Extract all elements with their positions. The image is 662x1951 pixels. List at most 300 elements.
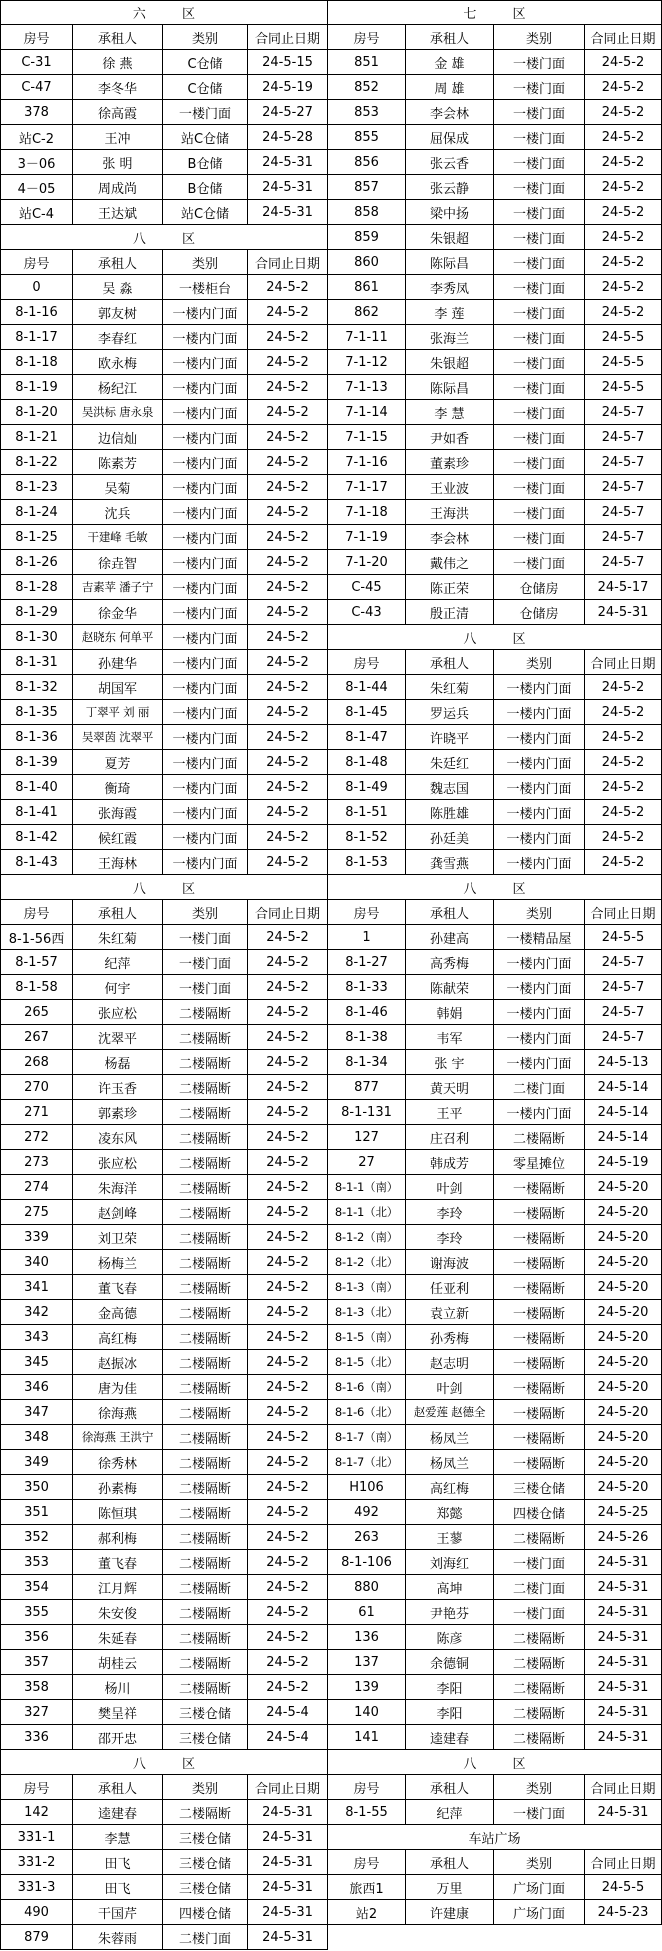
category-cell: 一楼内门面 <box>494 675 585 700</box>
category-cell: 一楼门面 <box>494 525 585 550</box>
tenant-cell: 吉素苹 潘子宁 <box>73 575 163 600</box>
contract-end-date-cell: 24-5-31 <box>585 1600 662 1625</box>
tenant-cell: 胡国军 <box>73 675 163 700</box>
category-cell: 一楼门面 <box>494 375 585 400</box>
table-row <box>0 1700 662 1725</box>
category-cell: 一楼隔断 <box>494 1300 585 1325</box>
category-cell: 一楼门面 <box>494 200 585 225</box>
category-cell: 二楼隔断 <box>163 1450 248 1475</box>
category-cell: 一楼门面 <box>494 250 585 275</box>
category-cell: 一楼隔断 <box>494 1200 585 1225</box>
contract-end-date-cell: 24-5-2 <box>585 250 662 275</box>
category-cell: 二楼隔断 <box>163 1400 248 1425</box>
category-cell: 一楼内门面 <box>163 750 248 775</box>
tenant-cell: 叶剑 <box>406 1175 494 1200</box>
room-number-cell: 137 <box>328 1650 406 1675</box>
category-cell: 一楼门面 <box>494 1800 585 1825</box>
contract-end-date-cell: 24-5-31 <box>585 1700 662 1725</box>
tenant-cell: 丁翠平 刘 丽 <box>73 700 163 725</box>
tenant-cell: 李 慧 <box>406 400 494 425</box>
tenant-cell: 李秀凤 <box>406 275 494 300</box>
tenant-cell: 张 宇 <box>406 1050 494 1075</box>
category-cell: 一楼门面 <box>494 1550 585 1575</box>
contract-end-date-cell: 24-5-2 <box>585 75 662 100</box>
category-cell: 广场门面 <box>494 1900 585 1925</box>
table-row <box>0 825 662 850</box>
contract-end-date-cell: 24-5-2 <box>248 675 328 700</box>
room-number-cell: 355 <box>0 1600 73 1625</box>
tenant-cell: 谢海波 <box>406 1250 494 1275</box>
table-row <box>0 1400 662 1425</box>
contract-end-date-cell: 24-5-7 <box>585 1000 662 1025</box>
table-row <box>0 675 662 700</box>
category-cell: 一楼内门面 <box>163 725 248 750</box>
contract-end-date-cell: 24-5-17 <box>585 575 662 600</box>
tenant-cell: 张应松 <box>73 1150 163 1175</box>
contract-end-date-cell: 24-5-31 <box>585 1650 662 1675</box>
category-cell: 一楼内门面 <box>494 775 585 800</box>
room-number-cell: 8-1-52 <box>328 825 406 850</box>
tenant-cell: 李玲 <box>406 1225 494 1250</box>
category-cell: 二楼门面 <box>494 1575 585 1600</box>
contract-end-date-cell: 24-5-2 <box>248 650 328 675</box>
category-cell: 一楼门面 <box>494 500 585 525</box>
table-row <box>0 125 662 150</box>
room-number-cell: C-43 <box>328 600 406 625</box>
tenant-cell: 干国芹 <box>73 1900 163 1925</box>
contract-end-date-cell: 24-5-2 <box>248 1200 328 1225</box>
room-number-cell: 站2 <box>328 1900 406 1925</box>
contract-end-date-cell: 24-5-2 <box>585 675 662 700</box>
room-number-cell: C-31 <box>0 50 73 75</box>
table-row <box>0 1675 662 1700</box>
room-number-cell: 356 <box>0 1625 73 1650</box>
category-cell: 一楼门面 <box>494 350 585 375</box>
category-cell: 一楼内门面 <box>163 625 248 650</box>
tenant-cell: 吴洪标 唐永泉 <box>73 400 163 425</box>
tenant-cell: 戴伟之 <box>406 550 494 575</box>
room-number-cell: 8-1-6（北） <box>328 1400 406 1425</box>
tenant-cell: 何宇 <box>73 975 163 1000</box>
room-number-cell: 7-1-19 <box>328 525 406 550</box>
tenant-cell: 朱银超 <box>406 225 494 250</box>
category-cell: 一楼门面 <box>494 275 585 300</box>
category-cell: 一楼隔断 <box>494 1325 585 1350</box>
room-number-cell: 351 <box>0 1500 73 1525</box>
category-cell: 二楼隔断 <box>163 1100 248 1125</box>
contract-end-date-cell: 24-5-2 <box>585 175 662 200</box>
contract-end-date-cell: 24-5-20 <box>585 1375 662 1400</box>
room-number-cell: 8-1-57 <box>0 950 73 975</box>
tenant-cell: 纪萍 <box>406 1800 494 1825</box>
room-number-cell: 274 <box>0 1175 73 1200</box>
contract-end-date-cell: 24-5-2 <box>248 1175 328 1200</box>
room-number-cell: 8-1-53 <box>328 850 406 875</box>
category-cell: 站C仓储 <box>163 125 248 150</box>
room-number-cell: 8-1-51 <box>328 800 406 825</box>
tenant-cell: 杨纪江 <box>73 375 163 400</box>
tenant-cell: 韩成芳 <box>406 1150 494 1175</box>
contract-end-date-cell: 24-5-2 <box>248 325 328 350</box>
tenant-cell: 庄召利 <box>406 1125 494 1150</box>
table-row <box>0 1425 662 1450</box>
tenant-cell: 梁中扬 <box>406 200 494 225</box>
tenant-cell: 罗运兵 <box>406 700 494 725</box>
contract-end-date-cell: 24-5-31 <box>248 150 328 175</box>
category-cell: 二楼隔断 <box>494 1625 585 1650</box>
tenant-cell: 孙秀梅 <box>406 1325 494 1350</box>
contract-end-date-cell: 24-5-20 <box>585 1250 662 1275</box>
tenant-cell: 李慧 <box>73 1825 163 1850</box>
tenant-cell: 韩娟 <box>406 1000 494 1025</box>
tenant-cell: 田飞 <box>73 1875 163 1900</box>
tenant-cell: 凌东风 <box>73 1125 163 1150</box>
room-number-cell: 8-1-32 <box>0 675 73 700</box>
tenant-cell: 李阳 <box>406 1675 494 1700</box>
contract-end-date-cell: 24-5-20 <box>585 1275 662 1300</box>
column-header-tenant: 承租人 <box>406 650 494 675</box>
category-cell: 三楼仓储 <box>163 1875 248 1900</box>
column-header-contract-end-date: 合同止日期 <box>248 250 328 275</box>
room-number-cell: 139 <box>328 1675 406 1700</box>
tenant-cell: 边信灿 <box>73 425 163 450</box>
contract-end-date-cell: 24-5-31 <box>248 1900 328 1925</box>
table-row <box>0 1575 662 1600</box>
table-row <box>0 575 662 600</box>
column-header-contract-end-date: 合同止日期 <box>585 650 662 675</box>
contract-end-date-cell: 24-5-2 <box>248 1100 328 1125</box>
category-cell: 一楼内门面 <box>494 850 585 875</box>
category-cell: 一楼内门面 <box>163 600 248 625</box>
category-cell: 仓储房 <box>494 575 585 600</box>
tenant-cell: 袁立新 <box>406 1300 494 1325</box>
contract-end-date-cell: 24-5-2 <box>248 1125 328 1150</box>
room-number-cell: 268 <box>0 1050 73 1075</box>
table-row <box>0 1225 662 1250</box>
contract-end-date-cell: 24-5-2 <box>585 100 662 125</box>
category-cell: 三楼仓储 <box>163 1725 248 1750</box>
tenant-cell: 孙建华 <box>73 650 163 675</box>
room-number-cell: 345 <box>0 1350 73 1375</box>
tenant-cell: 徐海燕 <box>73 1400 163 1425</box>
contract-end-date-cell: 24-5-26 <box>585 1525 662 1550</box>
table-row <box>0 625 662 650</box>
column-header-category: 类别 <box>494 900 585 925</box>
category-cell: 一楼内门面 <box>163 375 248 400</box>
category-cell: 一楼门面 <box>494 475 585 500</box>
category-cell: 三楼仓储 <box>163 1825 248 1850</box>
category-cell: 一楼内门面 <box>494 750 585 775</box>
table-row <box>0 1475 662 1500</box>
table-row <box>0 700 662 725</box>
room-number-cell: 350 <box>0 1475 73 1500</box>
tenant-cell: 李阳 <box>406 1700 494 1725</box>
room-number-cell: 490 <box>0 1900 73 1925</box>
category-cell: 一楼内门面 <box>163 575 248 600</box>
category-cell: 二楼门面 <box>494 1075 585 1100</box>
table-row <box>0 1650 662 1675</box>
table-row <box>0 775 662 800</box>
contract-end-date-cell: 24-5-2 <box>248 400 328 425</box>
tenant-cell: 朱安俊 <box>73 1600 163 1625</box>
room-number-cell: 8-1-42 <box>0 825 73 850</box>
category-cell: 二楼隔断 <box>163 1475 248 1500</box>
room-number-cell: 353 <box>0 1550 73 1575</box>
tenant-cell: 韦军 <box>406 1025 494 1050</box>
tenant-cell: 张云香 <box>406 150 494 175</box>
room-number-cell: 857 <box>328 175 406 200</box>
room-number-cell: 8-1-30 <box>0 625 73 650</box>
room-number-cell: 8-1-22 <box>0 450 73 475</box>
column-header-room-number: 房号 <box>0 250 73 275</box>
room-number-cell: 8-1-16 <box>0 300 73 325</box>
column-header-tenant: 承租人 <box>73 1775 163 1800</box>
table-row <box>0 1450 662 1475</box>
tenant-cell: 杨磊 <box>73 1050 163 1075</box>
room-number-cell: 7-1-13 <box>328 375 406 400</box>
contract-end-date-cell: 24-5-2 <box>248 300 328 325</box>
contract-end-date-cell: 24-5-2 <box>248 1350 328 1375</box>
category-cell: 一楼门面 <box>494 225 585 250</box>
room-number-cell: 8-1-43 <box>0 850 73 875</box>
tenant-cell: 徐垚智 <box>73 550 163 575</box>
section-title: 六 区 <box>0 0 328 25</box>
table-row <box>0 1725 662 1750</box>
room-number-cell: 272 <box>0 1125 73 1150</box>
room-number-cell: 340 <box>0 1250 73 1275</box>
contract-end-date-cell: 24-5-31 <box>248 1925 328 1950</box>
table-row <box>0 1075 662 1100</box>
tenant-cell: 夏芳 <box>73 750 163 775</box>
contract-end-date-cell: 24-5-2 <box>585 150 662 175</box>
room-number-cell: 860 <box>328 250 406 275</box>
tenant-cell: 刘海红 <box>406 1550 494 1575</box>
tenant-cell: 樊呈祥 <box>73 1700 163 1725</box>
tenant-cell: 胡桂云 <box>73 1650 163 1675</box>
table-row <box>0 850 662 875</box>
room-number-cell: 352 <box>0 1525 73 1550</box>
contract-end-date-cell: 24-5-2 <box>248 1400 328 1425</box>
category-cell: 一楼隔断 <box>494 1450 585 1475</box>
tenant-cell: 金 雄 <box>406 50 494 75</box>
category-cell: 一楼内门面 <box>163 700 248 725</box>
category-cell: 一楼内门面 <box>494 975 585 1000</box>
tenant-cell: 陈彦 <box>406 1625 494 1650</box>
contract-end-date-cell: 24-5-2 <box>248 1450 328 1475</box>
tenant-cell: 朱红菊 <box>73 925 163 950</box>
tenant-cell: 朱海洋 <box>73 1175 163 1200</box>
column-header-room-number: 房号 <box>328 900 406 925</box>
tenant-cell: 陈际昌 <box>406 375 494 400</box>
table-row <box>0 500 662 525</box>
room-number-cell: 7-1-11 <box>328 325 406 350</box>
column-header-category: 类别 <box>163 25 248 50</box>
room-number-cell: 347 <box>0 1400 73 1425</box>
column-header-room-number: 房号 <box>328 650 406 675</box>
table-row <box>0 250 662 275</box>
contract-end-date-cell: 24-5-2 <box>585 225 662 250</box>
tenant-cell: 王冲 <box>73 125 163 150</box>
category-cell: 二楼隔断 <box>163 1675 248 1700</box>
tenant-cell: 邵开忠 <box>73 1725 163 1750</box>
section-title: 八 区 <box>0 875 328 900</box>
column-header-contract-end-date: 合同止日期 <box>585 900 662 925</box>
table-row <box>0 25 662 50</box>
contract-end-date-cell: 24-5-7 <box>585 400 662 425</box>
room-number-cell: 8-1-2（南） <box>328 1225 406 1250</box>
room-number-cell: 343 <box>0 1325 73 1350</box>
category-cell: 二楼隔断 <box>163 1600 248 1625</box>
column-header-category: 类别 <box>494 1850 585 1875</box>
category-cell: 二楼隔断 <box>163 1275 248 1300</box>
section-title: 八 区 <box>0 225 328 250</box>
room-number-cell: 8-1-7（南） <box>328 1425 406 1450</box>
room-number-cell: 378 <box>0 100 73 125</box>
tenant-cell: 董飞春 <box>73 1550 163 1575</box>
category-cell: 一楼内门面 <box>494 1100 585 1125</box>
room-number-cell: 8-1-31 <box>0 650 73 675</box>
tenant-cell: 郭友树 <box>73 300 163 325</box>
room-number-cell: H106 <box>328 1475 406 1500</box>
contract-end-date-cell: 24-5-7 <box>585 500 662 525</box>
category-cell: 二楼门面 <box>163 1925 248 1950</box>
contract-end-date-cell: 24-5-2 <box>248 625 328 650</box>
category-cell: 四楼仓储 <box>163 1900 248 1925</box>
tenant-cell: 张云静 <box>406 175 494 200</box>
category-cell: 一楼柜台 <box>163 275 248 300</box>
category-cell: 一楼门面 <box>494 300 585 325</box>
tenant-cell: 唐为佳 <box>73 1375 163 1400</box>
room-number-cell: 0 <box>0 275 73 300</box>
tenant-cell: 杨凤兰 <box>406 1450 494 1475</box>
tenant-cell: 孙建高 <box>406 925 494 950</box>
column-header-contract-end-date: 合同止日期 <box>248 1775 328 1800</box>
room-number-cell: 站C-4 <box>0 200 73 225</box>
contract-end-date-cell: 24-5-2 <box>585 750 662 775</box>
room-number-cell: 270 <box>0 1075 73 1100</box>
tenant-cell: 陈际昌 <box>406 250 494 275</box>
tenant-cell: 吴翠茵 沈翠平 <box>73 725 163 750</box>
contract-end-date-cell: 24-5-2 <box>248 550 328 575</box>
category-cell: B仓储 <box>163 175 248 200</box>
room-number-cell: 856 <box>328 150 406 175</box>
tenant-cell: 董素珍 <box>406 450 494 475</box>
tenant-cell: 吴 淼 <box>73 275 163 300</box>
room-number-cell: 858 <box>328 200 406 225</box>
tenant-cell: 吴菊 <box>73 475 163 500</box>
contract-end-date-cell: 24-5-2 <box>248 1500 328 1525</box>
tenant-cell: 李 莲 <box>406 300 494 325</box>
contract-end-date-cell: 24-5-4 <box>248 1700 328 1725</box>
room-number-cell: 852 <box>328 75 406 100</box>
category-cell: 二楼隔断 <box>163 1375 248 1400</box>
room-number-cell: 8-1-24 <box>0 500 73 525</box>
category-cell: 一楼门面 <box>163 975 248 1000</box>
room-number-cell: 8-1-27 <box>328 950 406 975</box>
contract-end-date-cell: 24-5-31 <box>585 1550 662 1575</box>
contract-end-date-cell: 24-5-5 <box>585 325 662 350</box>
room-number-cell: 8-1-56西 <box>0 925 73 950</box>
contract-end-date-cell: 24-5-20 <box>585 1175 662 1200</box>
column-header-category: 类别 <box>494 25 585 50</box>
tenant-cell: 徐秀林 <box>73 1450 163 1475</box>
room-number-cell: 8-1-41 <box>0 800 73 825</box>
tenant-cell: 金高德 <box>73 1300 163 1325</box>
room-number-cell: 8-1-58 <box>0 975 73 1000</box>
table-row <box>0 1350 662 1375</box>
category-cell: 四楼仓储 <box>494 1500 585 1525</box>
tenant-cell: 董飞春 <box>73 1275 163 1300</box>
room-number-cell: 8-1-35 <box>0 700 73 725</box>
table-row <box>0 525 662 550</box>
room-number-cell: 8-1-3（北） <box>328 1300 406 1325</box>
contract-end-date-cell: 24-5-2 <box>248 850 328 875</box>
tenant-cell: 任亚利 <box>406 1275 494 1300</box>
contract-end-date-cell: 24-5-2 <box>585 275 662 300</box>
table-row <box>0 1025 662 1050</box>
room-number-cell: 8-1-1（北） <box>328 1200 406 1225</box>
category-cell: 一楼隔断 <box>494 1350 585 1375</box>
tenant-cell: 朱蓉雨 <box>73 1925 163 1950</box>
table-row <box>0 800 662 825</box>
contract-end-date-cell: 24-5-2 <box>248 1325 328 1350</box>
tenant-cell: 李会林 <box>406 100 494 125</box>
contract-end-date-cell: 24-5-5 <box>585 375 662 400</box>
room-number-cell: 8-1-49 <box>328 775 406 800</box>
blank-cell <box>328 1925 662 1950</box>
room-number-cell: 7-1-16 <box>328 450 406 475</box>
column-header-room-number: 房号 <box>0 900 73 925</box>
contract-end-date-cell: 24-5-2 <box>248 700 328 725</box>
room-number-cell: 263 <box>328 1525 406 1550</box>
column-header-contract-end-date: 合同止日期 <box>248 900 328 925</box>
tenant-cell: 张 明 <box>73 150 163 175</box>
room-number-cell: 141 <box>328 1725 406 1750</box>
category-cell: 一楼门面 <box>494 400 585 425</box>
room-number-cell: 8-1-45 <box>328 700 406 725</box>
contract-end-date-cell: 24-5-2 <box>248 1475 328 1500</box>
room-number-cell: 349 <box>0 1450 73 1475</box>
room-number-cell: 1 <box>328 925 406 950</box>
room-number-cell: 8-1-18 <box>0 350 73 375</box>
category-cell: 一楼内门面 <box>494 950 585 975</box>
tenant-cell: 陈献荣 <box>406 975 494 1000</box>
tenant-cell: 孙廷美 <box>406 825 494 850</box>
table-row <box>0 600 662 625</box>
category-cell: 一楼内门面 <box>163 400 248 425</box>
contract-end-date-cell: 24-5-31 <box>585 1725 662 1750</box>
tenant-cell: 余德铜 <box>406 1650 494 1675</box>
category-cell: C仓储 <box>163 75 248 100</box>
table-row <box>0 1875 662 1900</box>
column-header-room-number: 房号 <box>328 1775 406 1800</box>
contract-end-date-cell: 24-5-20 <box>585 1400 662 1425</box>
table-row <box>0 175 662 200</box>
table-row <box>0 50 662 75</box>
room-number-cell: 861 <box>328 275 406 300</box>
category-cell: 零星摊位 <box>494 1150 585 1175</box>
category-cell: 一楼隔断 <box>494 1275 585 1300</box>
room-number-cell: 877 <box>328 1075 406 1100</box>
category-cell: 二楼隔断 <box>163 1025 248 1050</box>
room-number-cell: 27 <box>328 1150 406 1175</box>
category-cell: 二楼隔断 <box>163 1325 248 1350</box>
tenant-cell: 干建峰 毛敏 <box>73 525 163 550</box>
tenant-cell: 殷正清 <box>406 600 494 625</box>
room-number-cell: 8-1-131 <box>328 1100 406 1125</box>
contract-end-date-cell: 24-5-2 <box>248 1000 328 1025</box>
room-number-cell: 8-1-106 <box>328 1550 406 1575</box>
